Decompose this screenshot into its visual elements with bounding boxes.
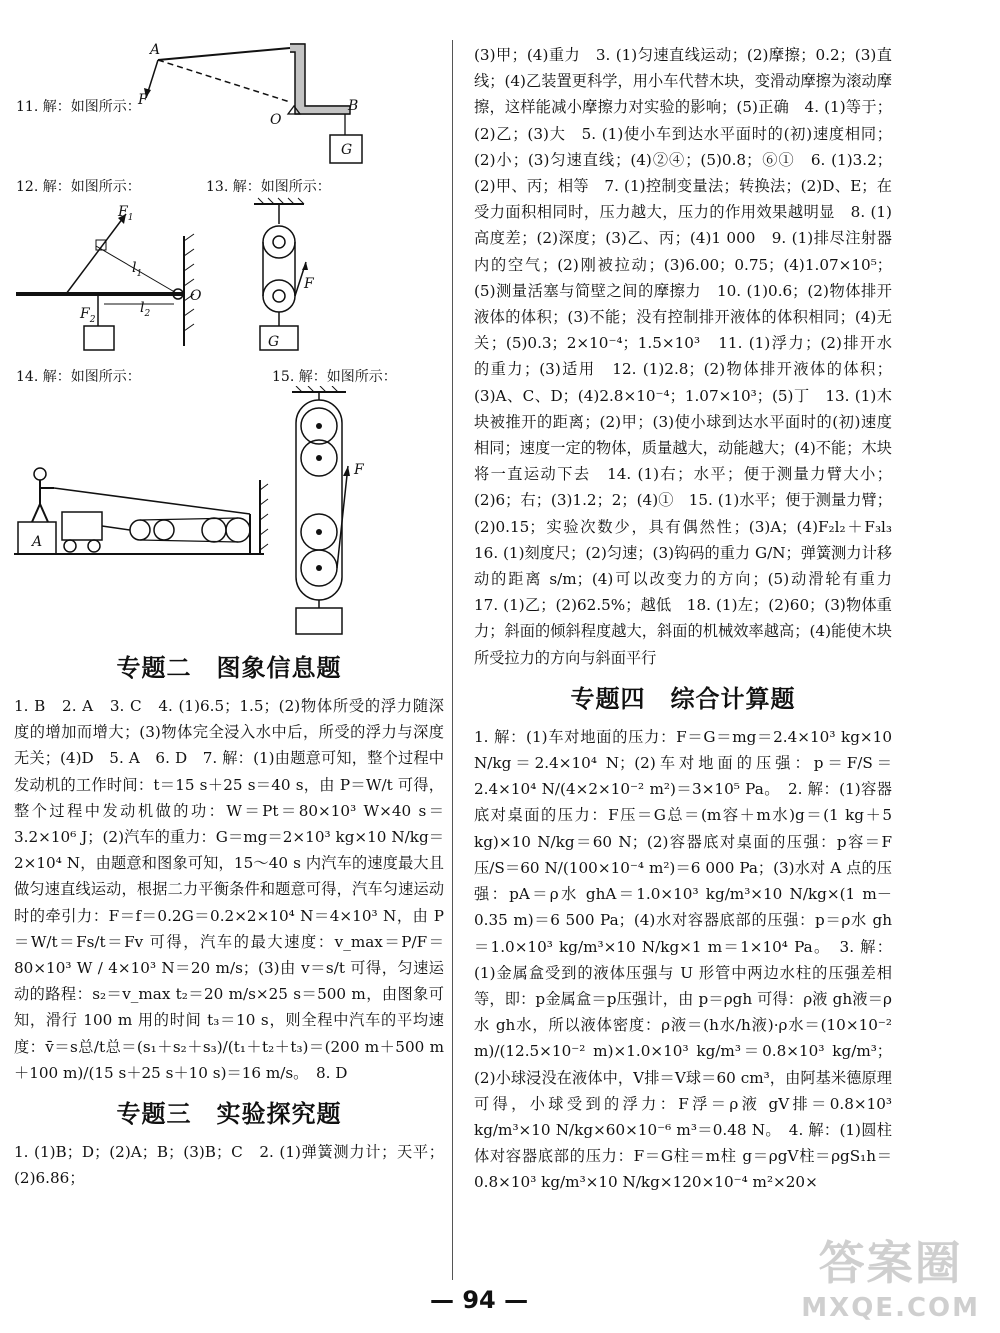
caption-q12: 12. 解：如图所示：	[16, 179, 141, 195]
label-F15: F	[354, 462, 364, 478]
label-G13: G	[268, 334, 280, 350]
label-F13: F	[304, 276, 314, 292]
right-column	[474, 42, 908, 1196]
figure-q11-lever	[140, 40, 380, 180]
label-B: B	[348, 98, 359, 114]
left-column	[14, 640, 444, 1191]
caption-q13: 13. 解：如图所示：	[206, 179, 331, 195]
answers-section-3-cont: (3)甲；(4)重力 3. (1)匀速直线运动；(2)摩擦；0.2；(3)直线；(4)乙装置更科学，用小车代替木块，变滑动摩擦为滚动摩擦，这样能减小摩擦力对实验的影响；(5)正确 4. (1)等于；(2)乙；(3)大 5. (1)使小车到达水平面时的(初)速度相同；(2)小；(3)匀速直线；(4)②④；(5)0.8；⑥① 6. (1)3.2；(2)甲、丙；相等 7. (1)控制变量法；转换法；(2)D、E；在受力面积相同时，压力越大，压力的作用效果越明显 8. (1)高度差；(2)深度；(3)乙、丙；(4)1 000 9. (1)排尽注射器内的空气；(2)刚被拉动；(3)6.00；0.75；(4)1.07×10⁵；(5)测量活塞与简壁之间的摩擦力 10. (1)0.6；(2)物体排开液体的体积；(3)不能；没有控制排开液体的体积相同；(4)无关；(5)0.3；2×10⁻⁴；1.5×10³ 11. (1)浮力；(2)排开水的重力；(3)适用 12. (1)2.8；(2)物体排开液体的体积；(3)A、C、D；(4)2.8×10⁻⁴；1.07×10³；(5)丁 13. (1)木块被推开的距离；(2)甲；(3)使小球到达水平面时的(初)速度相同；速度一定的物体，质量越大，动能越大；(4)不能；木块将一直运动下去 14. (1)右；水平；便于测量力臂大小；(2)6；右；(3)1.2；2；(4)① 15. (1)水平；便于测量力臂；(2)0.15；实验次数少，具有偶然性；(3)A；(4)F₂l₂＋F₃l₃ 16. (1)刻度尺；(2)匀速；(3)钩码的重力 G/N；弹簧测力计移动的距离 s/m；(4)可以改变力的方向；(5)动滑轮有重力 17. (1)乙；(2)62.5%；越低 18. (1)左；(2)60；(3)物体重力；斜面的倾斜程度越大，斜面的机械效率越高；(4)能使木块所受拉力的方向与斜面平行	[474, 46, 908, 667]
figure-q14-pulleys	[14, 460, 274, 570]
label-F1: $F_1$	[118, 204, 134, 223]
figure-q12-lever	[14, 196, 214, 356]
label-l1: $l_1$	[132, 260, 143, 279]
label-A: A	[150, 42, 161, 58]
figure-q13-pulley	[246, 196, 326, 356]
answers-section-3-start: 1. (1)B；D；(2)A；B；(3)B；C 2. (1)弹簧测力计；天平；(2)6.86；	[14, 1143, 444, 1188]
section-heading-4: 专题四 综合计算题	[570, 684, 796, 713]
label-O: O	[270, 112, 282, 128]
answers-section-4: 1. 解：(1)车对地面的压力：F＝G＝mg＝2.4×10³ kg×10 N/kg＝2.4×10⁴ N；(2)车对地面的压强：p＝F/S＝2.4×10⁴ N/(4×2×10⁻² m²)＝3×10⁵ Pa。 2. 解：(1)容器底对桌面的压力：F压＝G总＝(m容＋m水)g＝(1 kg＋5 kg)×10 N/kg＝60 N；(2)容器底对桌面的压强：p容＝F压/S＝60 N/(100×10⁻⁴ m²)＝6 000 Pa；(3)水对 A 点的压强：pA＝ρ水 ghA＝1.0×10³ kg/m³×10 N/kg×(1 m－0.35 m)＝6 500 Pa；(4)水对容器底部的压强：p＝ρ水 gh＝1.0×10³ kg/m³×10 N/kg×1 m＝1×10⁴ Pa。 3. 解：(1)金属盒受到的液体压强与 U 形管中两边水柱的压强差相等，即：p金属盒＝p压强计，由 p＝ρgh 可得：ρ液 gh液＝ρ水 gh水，所以液体密度：ρ液＝(h水/h液)·ρ水＝(10×10⁻² m)/(12.5×10⁻² m)×1.0×10³ kg/m³＝0.8×10³ kg/m³；(2)小球浸没在液体中，V排＝V球＝60 cm³，由阿基米德原理可得，小球受到的浮力：F浮＝ρ液 gV排＝0.8×10³ kg/m³×10 N/kg×60×10⁻⁶ m³＝0.48 N。 4. 解：(1)圆柱体对容器底部的压力：F＝G柱＝m柱 g＝ρgV柱＝ρgS₁h＝0.8×10³ kg/m³×10 N/kg×120×10⁻⁴ m²×20×	[474, 727, 892, 1192]
label-A14: A	[32, 534, 43, 550]
label-F: F	[138, 92, 148, 108]
label-F2: $F_2$	[80, 306, 96, 325]
caption-q14: 14. 解：如图所示：	[16, 369, 141, 385]
caption-q15: 15. 解：如图所示：	[272, 369, 397, 385]
watermark-logo: 答案圈 MXQE.COM	[801, 1236, 980, 1323]
label-O12: O	[190, 288, 202, 304]
caption-q11: 11. 解：如图所示：	[16, 99, 141, 115]
page-number: — 94 —	[430, 1286, 529, 1314]
section-heading-3: 专题三 实验探究题	[116, 1100, 342, 1129]
column-divider	[452, 40, 453, 1280]
answers-section-2: 1. B 2. A 3. C 4. (1)6.5；1.5；(2)物体所受的浮力随深度的增加而增大；(3)物体完全浸入水中后，所受的浮力与深度无关；(4)D 5. A 6. D 7. 解：(1)由题意可知，整个过程中发动机的工作时间：t＝15 s＋25 s＝40 s，由 P＝W/t 可得，整个过程中发动机做的功：W＝Pt＝80×10³ W×40 s＝3.2×10⁶ J；(2)汽车的重力：G＝mg＝2×10³ kg×10 N/kg＝2×10⁴ N，由题意和图象可知，15～40 s 内汽车的速度最大且做匀速直线运动，根据二力平衡条件和题意可得，汽车匀速运动时的牵引力：F＝f＝0.2G＝0.2×2×10⁴ N＝4×10³ N，由 P＝W/t＝Fs/t＝Fv 可得，汽车的最大速度：v_max＝P/F＝80×10³ W / 4×10³ N＝20 m/s；(3)由 v＝s/t 可得，匀速运动的路程：s₂＝v_max t₂＝20 m/s×25 s＝500 m，由图象可知，滑行 100 m 用的时间 t₃＝10 s，则全程中汽车的平均速度：v̄＝s总/t总＝(s₁＋s₂＋s₃)/(t₁＋t₂＋t₃)＝(200 m＋500 m＋100 m)/(15 s＋25 s＋10 s)＝16 m/s。 8. D	[14, 697, 444, 1082]
label-l2: $l_2$	[140, 300, 151, 319]
section-heading-2: 专题二 图象信息题	[116, 654, 342, 682]
label-G: G	[341, 142, 353, 158]
figure-q15-pulley-block	[282, 386, 382, 636]
